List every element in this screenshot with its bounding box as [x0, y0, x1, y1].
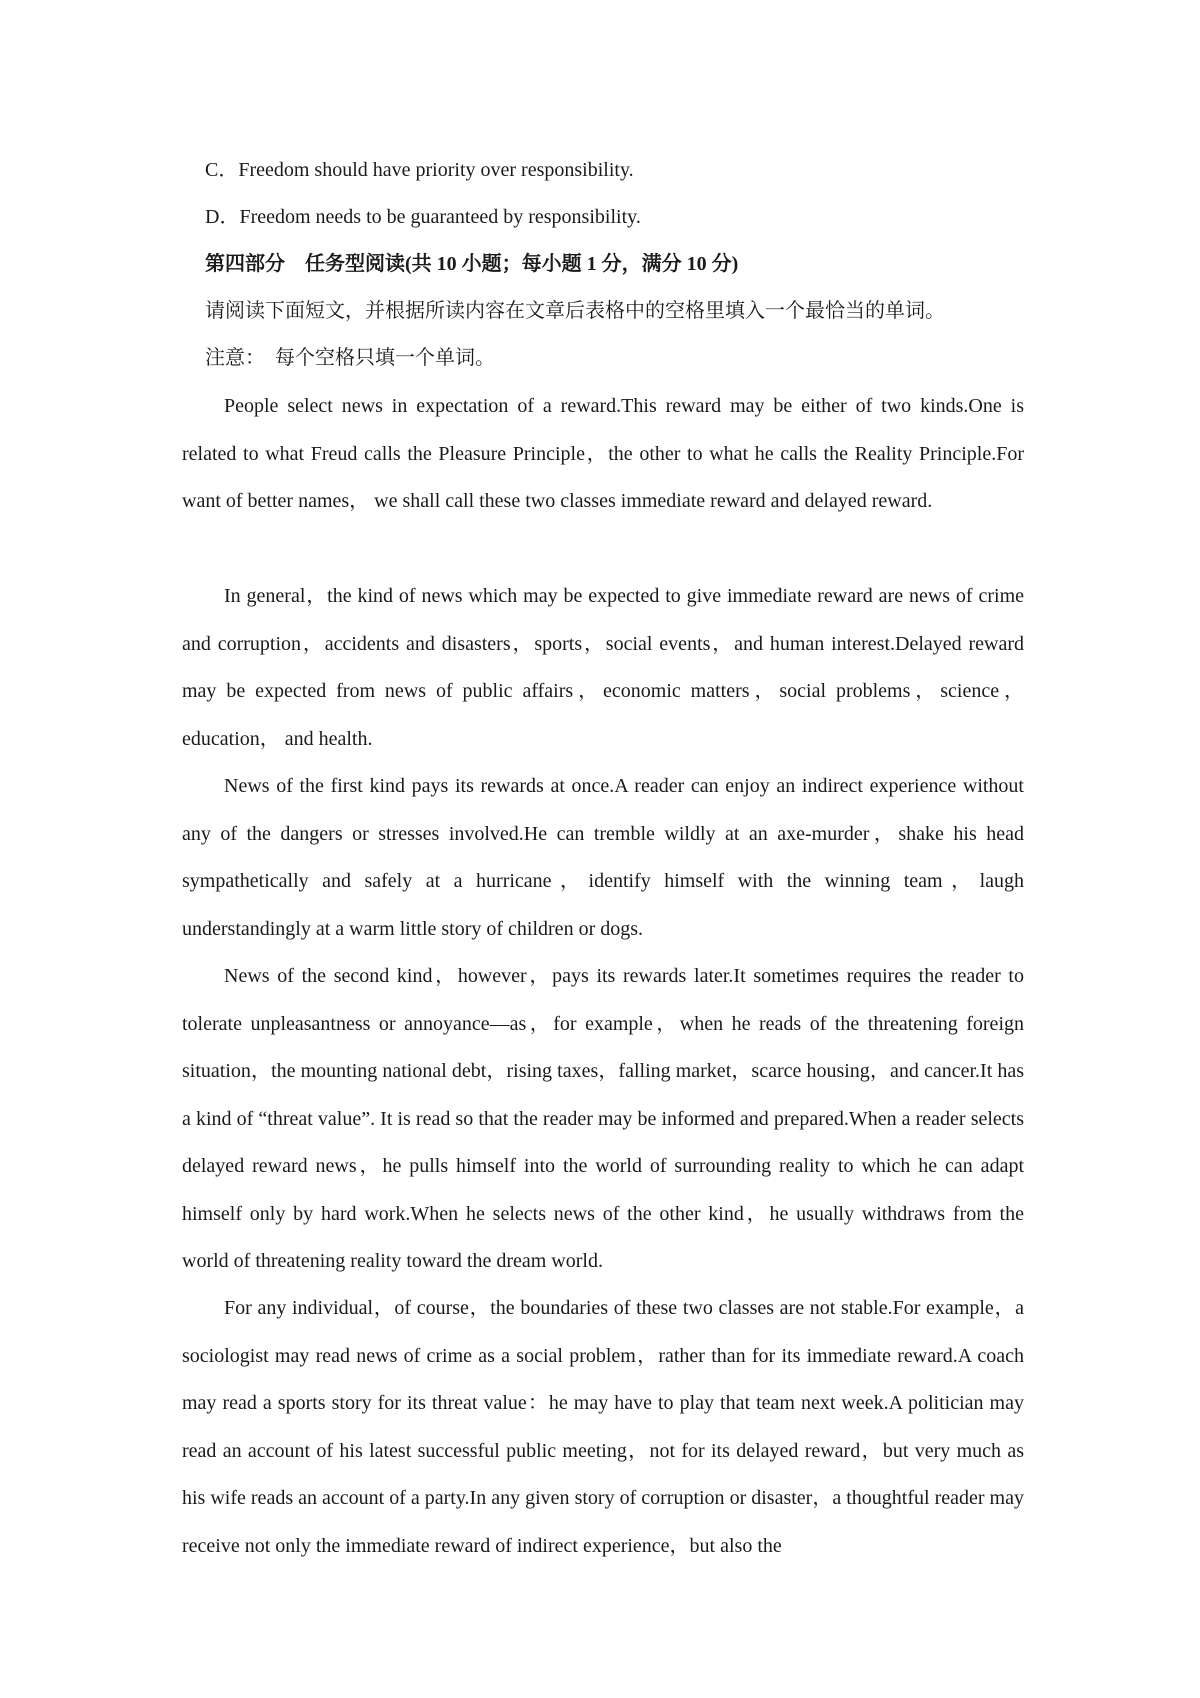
passage-paragraph-1: People select news in expectation of a reward.This reward may be either of two kinds.One is related to what Freud calls the Pleasure Principle，the other to what he calls the Reality Principle.For want of better names， we shall call these two classes immediate reward and delayed reward.: [182, 395, 1024, 512]
option-c: C．Freedom should have priority over responsibility.: [205, 159, 634, 181]
passage-paragraph-3: News of the first kind pays its rewards at once.A reader can enjoy an indirect experience without any of the dangers or stresses involved.He can tremble wildly at an axe-murder，shake his head sympathetically and safely at a hurricane，identify himself with the winning team，laugh understandingly at a warm little story of children or dogs.: [182, 775, 1024, 940]
passage-paragraph-4: News of the second kind，however，pays its rewards later.It sometimes requires the reader to tolerate unpleasantness or annoyance—as，for example，when he reads of the threatening foreign situation，the mounting national debt，rising taxes，falling market，scarce housing，and cancer.It has a kind of “threat value”. It is read so that the reader may be informed and prepared.When a reader selects delayed reward news，he pulls himself into the world of surrounding reality to which he can adapt himself only by hard work.When he selects news of the other kind，he usually withdraws from the world of threatening reality toward the dream world.: [182, 965, 1024, 1272]
section-heading: 第四部分 任务型阅读(共 10 小题；每小题 1 分，满分 10 分): [205, 253, 739, 275]
option-d: D．Freedom needs to be guaranteed by responsibility.: [205, 206, 641, 228]
section-note: 注意： 每个空格只填一个单词。: [205, 347, 495, 369]
passage-paragraph-2: In general，the kind of news which may be expected to give immediate reward are news of crime and corruption，accidents and disasters，sports，social events，and human interest.Delayed reward may be expected from news of public affairs，economic matters，social problems，science，education， and health.: [182, 585, 1024, 750]
section-instruction: 请阅读下面短文，并根据所读内容在文章后表格中的空格里填入一个最恰当的单词。: [205, 300, 945, 322]
passage-paragraph-5: For any individual，of course，the boundaries of these two classes are not stable.For example，a sociologist may read news of crime as a social problem，rather than for its immediate reward.A coach may read a sports story for its threat value：he may have to play that team next week.A politician may read an account of his latest successful public meeting，not for its delayed reward，but very much as his wife reads an account of a party.In any given story of corruption or disaster，a thoughtful reader may receive not only the immediate reward of indirect experience，but also the: [182, 1297, 1024, 1557]
